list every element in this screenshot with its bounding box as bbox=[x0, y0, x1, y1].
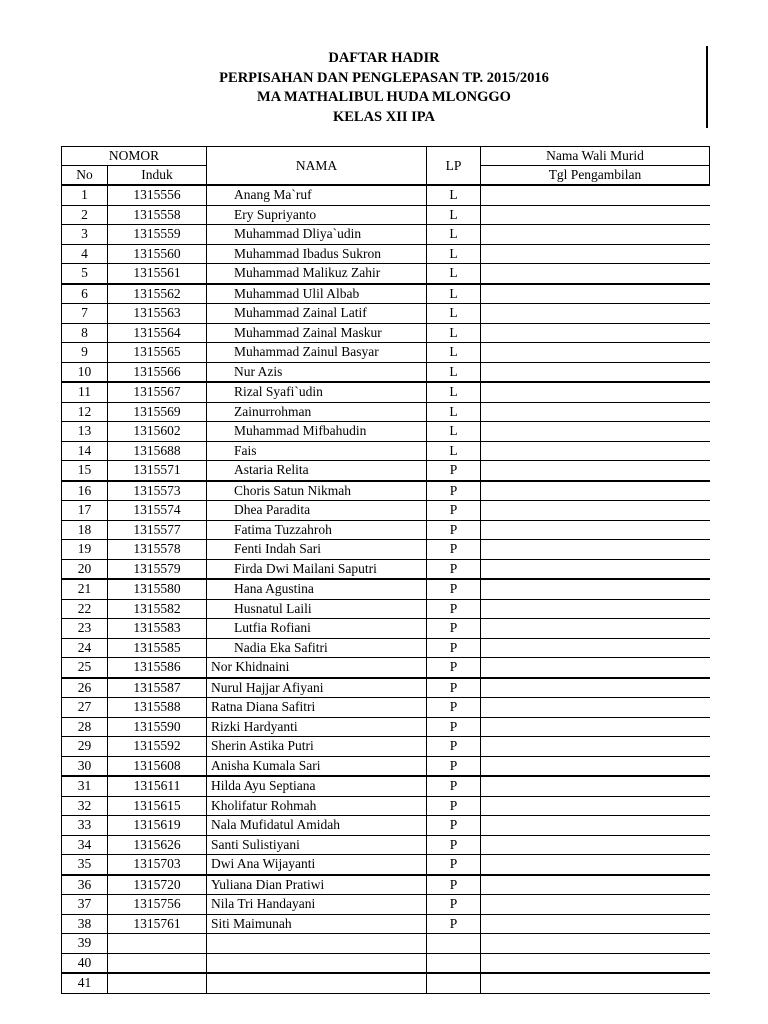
row-induk: 1315563 bbox=[108, 304, 207, 324]
row-nama: Rizal Syafi`udin bbox=[207, 382, 427, 402]
row-induk: 1315588 bbox=[108, 698, 207, 718]
row-induk: 1315592 bbox=[108, 737, 207, 757]
table-row bbox=[62, 422, 710, 442]
row-nama: Muhammad Ibadus Sukron bbox=[207, 244, 427, 264]
row-lp: P bbox=[427, 875, 481, 895]
row-induk bbox=[108, 953, 207, 973]
row-lp: P bbox=[427, 796, 481, 816]
row-induk: 1315590 bbox=[108, 717, 207, 737]
row-induk: 1315619 bbox=[108, 816, 207, 836]
row-wali bbox=[481, 461, 710, 481]
row-wali bbox=[481, 441, 710, 461]
row-lp: P bbox=[427, 579, 481, 599]
table-row bbox=[62, 776, 710, 796]
row-no: 34 bbox=[62, 835, 108, 855]
row-wali bbox=[481, 776, 710, 796]
row-wali bbox=[481, 343, 710, 363]
header-no: No bbox=[62, 166, 108, 186]
row-wali bbox=[481, 422, 710, 442]
table-row bbox=[62, 599, 710, 619]
row-nama: Anisha Kumala Sari bbox=[207, 756, 427, 776]
table-row bbox=[62, 678, 710, 698]
row-wali bbox=[481, 599, 710, 619]
row-nama: Zainurrohman bbox=[207, 402, 427, 422]
row-nama: Santi Sulistiyani bbox=[207, 835, 427, 855]
row-wali bbox=[481, 835, 710, 855]
row-nama: Muhammad Dliya`udin bbox=[207, 225, 427, 245]
table-row bbox=[62, 658, 710, 678]
row-lp: P bbox=[427, 481, 481, 501]
table-row bbox=[62, 540, 710, 560]
row-nama: Nadia Eka Safitri bbox=[207, 638, 427, 658]
row-wali bbox=[481, 796, 710, 816]
row-nama: Yuliana Dian Pratiwi bbox=[207, 875, 427, 895]
row-wali bbox=[481, 402, 710, 422]
row-nama: Nur Azis bbox=[207, 362, 427, 382]
header-wali: Nama Wali Murid bbox=[481, 147, 710, 166]
row-lp: P bbox=[427, 717, 481, 737]
row-wali bbox=[481, 205, 710, 225]
row-no: 8 bbox=[62, 323, 108, 343]
row-lp: P bbox=[427, 559, 481, 579]
row-lp: P bbox=[427, 855, 481, 875]
row-lp: P bbox=[427, 816, 481, 836]
table-row bbox=[62, 717, 710, 737]
header-induk: Induk bbox=[108, 166, 207, 186]
row-induk: 1315560 bbox=[108, 244, 207, 264]
row-nama bbox=[207, 973, 427, 993]
row-nama: Rizki Hardyanti bbox=[207, 717, 427, 737]
table-row bbox=[62, 441, 710, 461]
row-induk: 1315626 bbox=[108, 835, 207, 855]
table-row bbox=[62, 343, 710, 363]
row-nama: Lutfia Rofiani bbox=[207, 619, 427, 639]
row-induk: 1315571 bbox=[108, 461, 207, 481]
table-row bbox=[62, 737, 710, 757]
row-nama: Hilda Ayu Septiana bbox=[207, 776, 427, 796]
row-nama: Astaria Relita bbox=[207, 461, 427, 481]
table-row bbox=[62, 284, 710, 304]
row-lp: L bbox=[427, 264, 481, 284]
row-no: 1 bbox=[62, 185, 108, 205]
row-no: 18 bbox=[62, 520, 108, 540]
table-row bbox=[62, 323, 710, 343]
row-lp bbox=[427, 973, 481, 993]
header-tgl: Tgl Pengambilan bbox=[481, 166, 710, 186]
header-nama: NAMA bbox=[207, 147, 427, 186]
row-nama: Muhammad Malikuz Zahir bbox=[207, 264, 427, 284]
table-row bbox=[62, 304, 710, 324]
table-row bbox=[62, 501, 710, 521]
row-no: 27 bbox=[62, 698, 108, 718]
row-nama: Firda Dwi Mailani Saputri bbox=[207, 559, 427, 579]
row-lp: P bbox=[427, 895, 481, 915]
row-nama: Dhea Paradita bbox=[207, 501, 427, 521]
row-no: 14 bbox=[62, 441, 108, 461]
row-lp: L bbox=[427, 422, 481, 442]
row-wali bbox=[481, 501, 710, 521]
row-wali bbox=[481, 895, 710, 915]
row-nama bbox=[207, 934, 427, 954]
row-no: 31 bbox=[62, 776, 108, 796]
row-lp: P bbox=[427, 540, 481, 560]
row-no: 37 bbox=[62, 895, 108, 915]
row-nama: Ery Supriyanto bbox=[207, 205, 427, 225]
row-lp: L bbox=[427, 304, 481, 324]
row-no: 5 bbox=[62, 264, 108, 284]
table-row bbox=[62, 698, 710, 718]
table-row bbox=[62, 205, 710, 225]
row-induk: 1315569 bbox=[108, 402, 207, 422]
row-induk: 1315580 bbox=[108, 579, 207, 599]
row-nama: Sherin Astika Putri bbox=[207, 737, 427, 757]
row-no: 15 bbox=[62, 461, 108, 481]
row-no: 24 bbox=[62, 638, 108, 658]
table-row bbox=[62, 520, 710, 540]
row-wali bbox=[481, 185, 710, 205]
row-nama: Muhammad Zainal Maskur bbox=[207, 323, 427, 343]
row-lp: L bbox=[427, 225, 481, 245]
table-row bbox=[62, 579, 710, 599]
row-nama: Muhammad Mifbahudin bbox=[207, 422, 427, 442]
row-induk: 1315573 bbox=[108, 481, 207, 501]
row-no: 28 bbox=[62, 717, 108, 737]
row-no: 4 bbox=[62, 244, 108, 264]
row-wali bbox=[481, 559, 710, 579]
table-row bbox=[62, 244, 710, 264]
row-lp: P bbox=[427, 658, 481, 678]
row-no: 16 bbox=[62, 481, 108, 501]
row-nama: Fenti Indah Sari bbox=[207, 540, 427, 560]
row-no: 35 bbox=[62, 855, 108, 875]
row-no: 2 bbox=[62, 205, 108, 225]
row-induk: 1315761 bbox=[108, 914, 207, 934]
row-lp: L bbox=[427, 441, 481, 461]
row-lp: P bbox=[427, 461, 481, 481]
row-induk: 1315574 bbox=[108, 501, 207, 521]
row-no: 38 bbox=[62, 914, 108, 934]
row-no: 7 bbox=[62, 304, 108, 324]
row-no: 13 bbox=[62, 422, 108, 442]
row-induk: 1315585 bbox=[108, 638, 207, 658]
row-nama: Husnatul Laili bbox=[207, 599, 427, 619]
row-wali bbox=[481, 304, 710, 324]
row-induk: 1315577 bbox=[108, 520, 207, 540]
table-row bbox=[62, 796, 710, 816]
row-no: 10 bbox=[62, 362, 108, 382]
row-induk bbox=[108, 934, 207, 954]
row-no: 25 bbox=[62, 658, 108, 678]
row-induk: 1315615 bbox=[108, 796, 207, 816]
row-lp: P bbox=[427, 619, 481, 639]
row-lp: L bbox=[427, 362, 481, 382]
row-no: 33 bbox=[62, 816, 108, 836]
title-line-3: MA MATHALIBUL HUDA MLONGGO bbox=[257, 89, 511, 105]
row-wali bbox=[481, 619, 710, 639]
row-wali bbox=[481, 225, 710, 245]
row-nama: Siti Maimunah bbox=[207, 914, 427, 934]
row-lp bbox=[427, 934, 481, 954]
row-wali bbox=[481, 362, 710, 382]
row-induk: 1315558 bbox=[108, 205, 207, 225]
title-line-2: PERPISAHAN DAN PENGLEPASAN TP. 2015/2016 bbox=[219, 69, 549, 86]
row-no: 29 bbox=[62, 737, 108, 757]
row-induk: 1315566 bbox=[108, 362, 207, 382]
row-lp: P bbox=[427, 599, 481, 619]
row-induk: 1315562 bbox=[108, 284, 207, 304]
table-row bbox=[62, 264, 710, 284]
row-no: 17 bbox=[62, 501, 108, 521]
row-nama: Nurul Hajjar Afiyani bbox=[207, 678, 427, 698]
table-row bbox=[62, 973, 710, 993]
row-induk: 1315564 bbox=[108, 323, 207, 343]
row-wali bbox=[481, 638, 710, 658]
table-row bbox=[62, 225, 710, 245]
table-row bbox=[62, 185, 710, 205]
row-wali bbox=[481, 737, 710, 757]
row-induk: 1315688 bbox=[108, 441, 207, 461]
table-row bbox=[62, 362, 710, 382]
row-wali bbox=[481, 756, 710, 776]
row-wali bbox=[481, 816, 710, 836]
row-nama: Nor Khidnaini bbox=[207, 658, 427, 678]
table-row bbox=[62, 855, 710, 875]
row-nama bbox=[207, 953, 427, 973]
row-lp: L bbox=[427, 382, 481, 402]
row-lp: P bbox=[427, 756, 481, 776]
row-no: 32 bbox=[62, 796, 108, 816]
row-no: 19 bbox=[62, 540, 108, 560]
row-nama: Hana Agustina bbox=[207, 579, 427, 599]
row-lp: P bbox=[427, 698, 481, 718]
row-nama: Muhammad Zainal Latif bbox=[207, 304, 427, 324]
row-induk: 1315756 bbox=[108, 895, 207, 915]
row-no: 9 bbox=[62, 343, 108, 363]
row-nama: Choris Satun Nikmah bbox=[207, 481, 427, 501]
row-wali bbox=[481, 481, 710, 501]
table-row bbox=[62, 559, 710, 579]
row-lp: P bbox=[427, 638, 481, 658]
row-lp: L bbox=[427, 284, 481, 304]
row-induk: 1315608 bbox=[108, 756, 207, 776]
table-row bbox=[62, 402, 710, 422]
row-induk: 1315567 bbox=[108, 382, 207, 402]
row-wali bbox=[481, 540, 710, 560]
row-lp: P bbox=[427, 737, 481, 757]
row-lp: P bbox=[427, 914, 481, 934]
row-lp: P bbox=[427, 520, 481, 540]
table-row bbox=[62, 934, 710, 954]
row-wali bbox=[481, 658, 710, 678]
row-induk: 1315556 bbox=[108, 185, 207, 205]
row-induk: 1315561 bbox=[108, 264, 207, 284]
row-induk: 1315611 bbox=[108, 776, 207, 796]
row-nama: Fatima Tuzzahroh bbox=[207, 520, 427, 540]
row-wali bbox=[481, 520, 710, 540]
table-row bbox=[62, 953, 710, 973]
row-lp: L bbox=[427, 244, 481, 264]
header-nomor: NOMOR bbox=[62, 147, 207, 166]
row-lp: L bbox=[427, 323, 481, 343]
row-induk: 1315720 bbox=[108, 875, 207, 895]
row-nama: Kholifatur Rohmah bbox=[207, 796, 427, 816]
row-no: 6 bbox=[62, 284, 108, 304]
row-induk: 1315565 bbox=[108, 343, 207, 363]
table-row bbox=[62, 756, 710, 776]
row-wali bbox=[481, 678, 710, 698]
row-wali bbox=[481, 382, 710, 402]
row-nama: Ratna Diana Safitri bbox=[207, 698, 427, 718]
row-lp: P bbox=[427, 835, 481, 855]
row-no: 11 bbox=[62, 382, 108, 402]
row-no: 23 bbox=[62, 619, 108, 639]
row-nama: Fais bbox=[207, 441, 427, 461]
row-no: 30 bbox=[62, 756, 108, 776]
row-wali bbox=[481, 244, 710, 264]
table-row bbox=[62, 619, 710, 639]
row-wali bbox=[481, 875, 710, 895]
row-wali bbox=[481, 973, 710, 993]
row-no: 21 bbox=[62, 579, 108, 599]
row-no: 40 bbox=[62, 953, 108, 973]
row-wali bbox=[481, 579, 710, 599]
row-no: 20 bbox=[62, 559, 108, 579]
table-row bbox=[62, 816, 710, 836]
row-induk: 1315559 bbox=[108, 225, 207, 245]
row-induk: 1315586 bbox=[108, 658, 207, 678]
row-induk bbox=[108, 973, 207, 993]
row-no: 41 bbox=[62, 973, 108, 993]
row-induk: 1315587 bbox=[108, 678, 207, 698]
attendance-table bbox=[61, 146, 710, 994]
row-nama: Anang Ma`ruf bbox=[207, 185, 427, 205]
row-induk: 1315582 bbox=[108, 599, 207, 619]
row-wali bbox=[481, 934, 710, 954]
title-line-4: KELAS XII IPA bbox=[332, 108, 436, 125]
row-wali bbox=[481, 914, 710, 934]
row-no: 36 bbox=[62, 875, 108, 895]
header-row-1 bbox=[62, 147, 710, 166]
row-nama: Dwi Ana Wijayanti bbox=[207, 855, 427, 875]
row-induk: 1315703 bbox=[108, 855, 207, 875]
row-no: 3 bbox=[62, 225, 108, 245]
row-lp: P bbox=[427, 776, 481, 796]
row-lp: L bbox=[427, 205, 481, 225]
row-no: 22 bbox=[62, 599, 108, 619]
table-row bbox=[62, 895, 710, 915]
row-induk: 1315583 bbox=[108, 619, 207, 639]
table-row bbox=[62, 461, 710, 481]
row-induk: 1315602 bbox=[108, 422, 207, 442]
row-wali bbox=[481, 855, 710, 875]
row-nama: Nala Mufidatul Amidah bbox=[207, 816, 427, 836]
row-nama: Nila Tri Handayani bbox=[207, 895, 427, 915]
row-lp: L bbox=[427, 343, 481, 363]
row-lp bbox=[427, 953, 481, 973]
table-row bbox=[62, 638, 710, 658]
row-lp: L bbox=[427, 402, 481, 422]
row-wali bbox=[481, 323, 710, 343]
header-lp: LP bbox=[427, 147, 481, 186]
table-row bbox=[62, 382, 710, 402]
title-line-1: DAFTAR HADIR bbox=[328, 50, 440, 66]
row-lp: P bbox=[427, 678, 481, 698]
row-nama: Muhammad Zainul Basyar bbox=[207, 343, 427, 363]
row-wali bbox=[481, 698, 710, 718]
row-wali bbox=[481, 284, 710, 304]
row-wali bbox=[481, 717, 710, 737]
row-no: 12 bbox=[62, 402, 108, 422]
table-row bbox=[62, 481, 710, 501]
row-wali bbox=[481, 953, 710, 973]
row-no: 39 bbox=[62, 934, 108, 954]
table-row bbox=[62, 875, 710, 895]
row-no: 26 bbox=[62, 678, 108, 698]
row-wali bbox=[481, 264, 710, 284]
row-induk: 1315579 bbox=[108, 559, 207, 579]
row-nama: Muhammad Ulil Albab bbox=[207, 284, 427, 304]
row-induk: 1315578 bbox=[108, 540, 207, 560]
row-lp: L bbox=[427, 185, 481, 205]
row-lp: P bbox=[427, 501, 481, 521]
table-row bbox=[62, 914, 710, 934]
table-row bbox=[62, 835, 710, 855]
